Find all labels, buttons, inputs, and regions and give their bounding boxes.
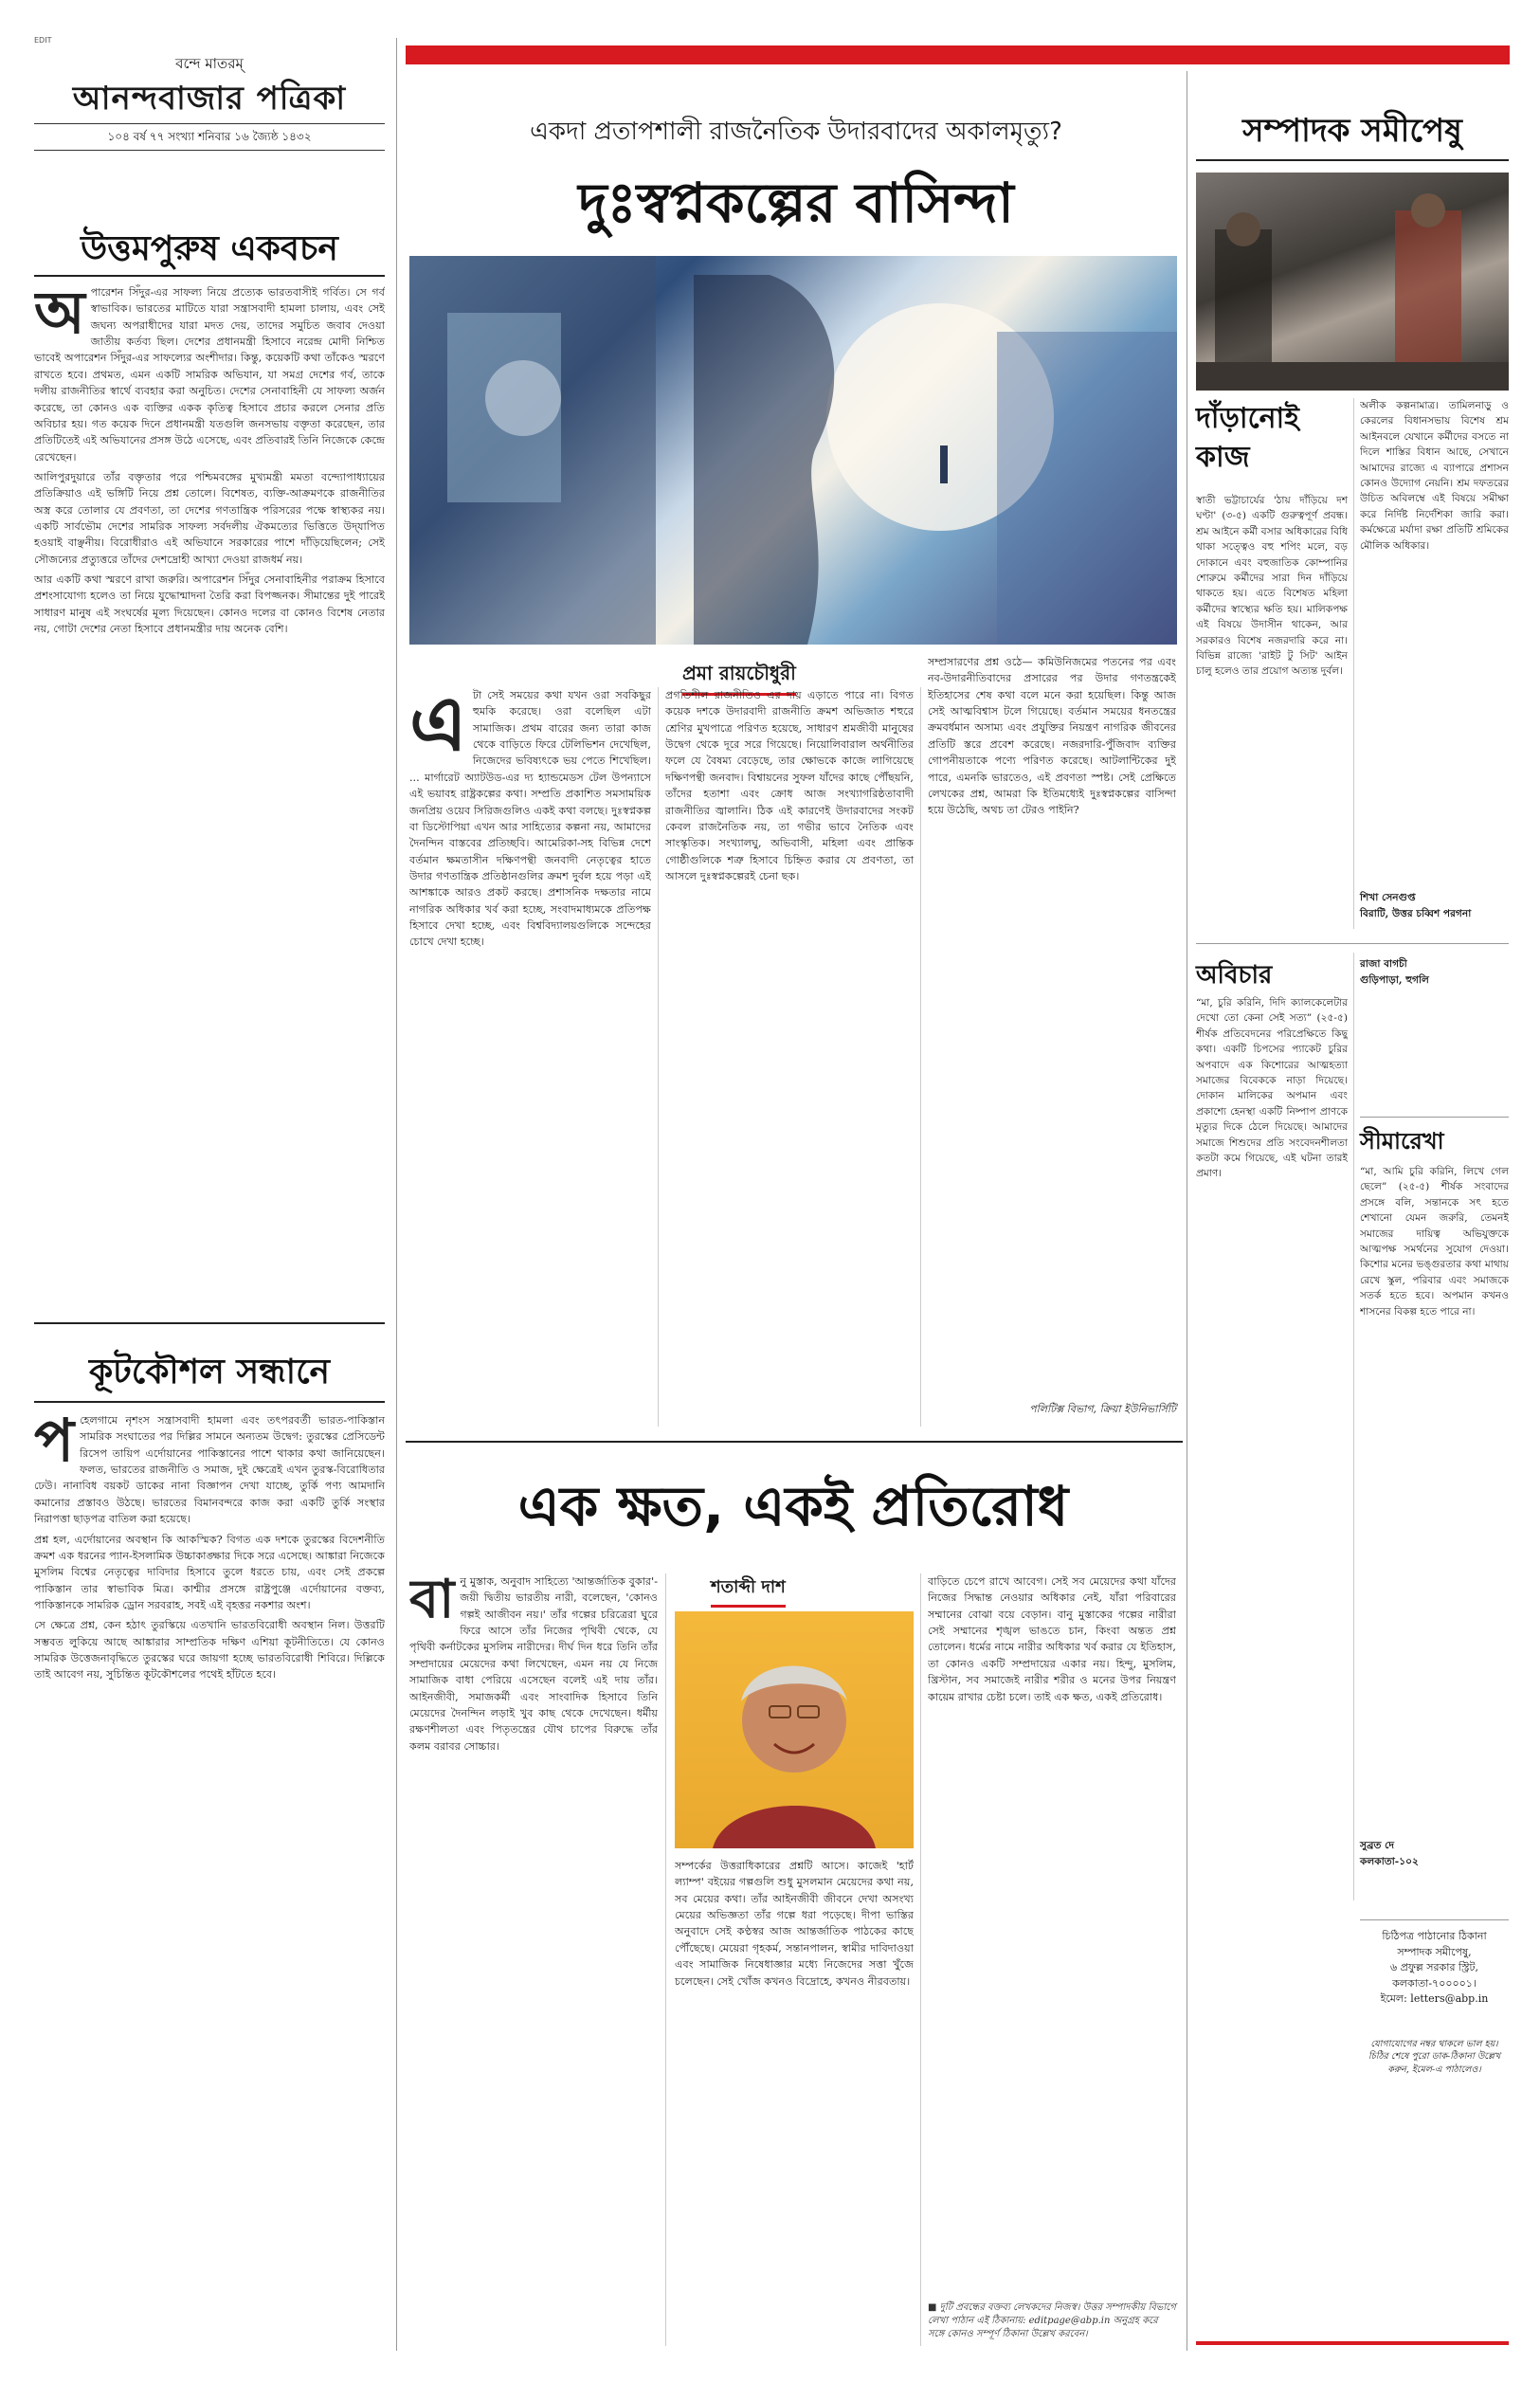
letter1-title: দাঁড়ানোই কাজ (1196, 402, 1299, 474)
letter3-body: “মা, আমি চুরি করিনি, লিখে গেল ছেলে” (২৫-৫) শীর্ষক সংবাদের প্রসঙ্গে বলি, সন্তানকে সৎ হতে শেখানো যেমন জরুরি, তেমনই সমাজের দায়িত্ব অভিযুক্তকে আত্মপক্ষ সমর্থনের সুযোগ দেওয়া। কিশোর মনের ভঙ্গুরতার কথা মাথায় রেখে স্কুল, পরিবার এবং সমাজকে সতর্ক হতে হবে। অপমান কখনও শাসনের বিকল্প হতে পারে না। (1360, 1166, 1509, 1318)
letter2-title: অবিচার (1196, 961, 1273, 990)
story2-col1 (409, 1573, 658, 2346)
letters-address: চিঠিপত্র পাঠানোর ঠিকানা সম্পাদক সমীপেষু, ৬ প্রফুল্ল সরকার স্ট্রিট, কলকাতা-৭০০০০১। ইমেল: letters@abp.in (1380, 1930, 1489, 2005)
letters-note: যোগাযোগের নম্বর থাকলে ভাল হয়। চিঠির শেষে পুরো ডাক-ঠিকানা উল্লেখ করুন, ইমেল-এ পাঠালেও। (1368, 2039, 1501, 2075)
story2-col3: বাড়িতে চেপে রাখে আবেগ। সেই সব মেয়েদের কথা যাঁদের নিজের সিদ্ধান্ত নেওয়ার অধিকার নেই, যাঁরা পরিবারের সম্মানের বোঝা বয়ে বেড়ান। বানু মুস্তাকের গল্পের নারীরা সেই সম্মানের শৃঙ্খল ভাঙতে চান, কিংবা অন্তত প্রশ্ন তোলেন। ধর্মের নামে নারীর অধিকার খর্ব করার যে ইতিহাস, তা কোনও একটি সম্প্রদায়ের একার নয়। হিন্দু, মুসলিম, খ্রিস্টান, সব সমাজেই নারীর শরীর ও মনের উপর নিয়ন্ত্রণ কায়েম রাখার চেষ্টা চলে। তাই এক ক্ষত, একই প্রতিরোধ। (928, 1575, 1176, 1703)
editorial2-heading: কূটকৌশল সন্ধানে (88, 1353, 331, 1391)
story2-col1-text: নু মুস্তাক, অনুবাদ সাহিত্যে 'আন্তর্জাতিক বুকার'-জয়ী দ্বিতীয় ভারতীয় নারী, বলেছেন, 'কোনও গল্পই আজীবন নয়।' তাঁর গল্পের চরিত্রেরা ঘুরে ফিরে আসে তাঁর নিজের পৃথিবী থেকে, যে পৃথিবী কর্নাটকের মুসলিম নারীদের। দীর্ঘ দিন ধরে তিনি তাঁর সম্প্রদায়ের মেয়েদের কথা লিখেছেন, এমন নয় যে নিজে সামাজিক বাধা পেরিয়ে এসেছেন বলেই এই দায় তাঁর। আইনজীবী, সমাজকর্মী এবং সাংবাদিক হিসাবে তিনি মেয়েদের দৈনন্দিন লড়াই খুব কাছ থেকে দেখেছেন। ধর্মীয় রক্ষণশীলতা এবং পিতৃতন্ত্রের যৌথ চাপের বিরুদ্ধে তাঁর কলম বরাবর সোচ্চার। (409, 1575, 658, 1753)
person-icon (675, 1611, 914, 1848)
letter1-cont: অলীক কল্পনামাত্র। তামিলনাড়ু ও কেরলের বিধানসভায় বিশেষ শ্রম আইনবলে যেখানে কর্মীদের বসতে না দিলে শাস্তির বিধান আছে, সেখানে আমাদের রাজ্যে এ ব্যাপারে প্রশাসন কোনও উদ্যোগ নেয়নি। শ্রম দফতরের উচিত অবিলম্বে এই বিষয়ে সমীক্ষা করে নির্দিষ্ট নির্দেশিকা জারি করা। কর্মক্ষেত্রে মর্যাদা রক্ষা প্রতিটি শ্রমিকের মৌলিক অধিকার। (1360, 400, 1509, 552)
feature-dropcap: এ (409, 687, 467, 768)
letter1-body: স্বাতী ভট্টাচার্যের 'ঠায় দাঁড়িয়ে দশ ঘণ্টা' (৩-৫) একটি গুরুত্বপূর্ণ প্রবন্ধ। শ্রম আইনে কর্মী বসার অধিকারের বিধি থাকা সত্ত্বেও বহু শপিং মলে, বড় দোকানে এবং বহুজাতিক কোম্পানির শোরুমে কর্মীদের সারা দিন দাঁড়িয়ে থাকতে হয়। এতে বিশেষত মহিলা কর্মীদের স্বাস্থ্যের ক্ষতি হয়। মালিকপক্ষ এই বিষয়ে উদাসীন থাকেন, আর সরকারও বিশেষ নজরদারি করে না। বিভিন্ন রাজ্যে 'রাইট টু সিট' আইন চালু হলেও তার প্রয়োগ অত্যন্ত দুর্বল। (1196, 495, 1348, 678)
editorial1-para: আর একটি কথা স্মরণে রাখা জরুরি। অপারেশন সিঁদুর সেনাবাহিনীর পরাক্রম হিসাবে প্রশংসাযোগ্য হলেও তা নিয়ে যুদ্ধোন্মাদনা তৈরি করা বিপজ্জনক। সীমান্তের দুই পারেই সাধারণ মানুষ এই সংঘর্ষের মূল্য দিয়েছেন। কোনও দলের বা কোনও বিশেষ নেতার নয়, গোটা দেশের নেতা হিসাবে প্রধানমন্ত্রীর দায় অনেক বেশি। (34, 573, 385, 636)
letter3-title: সীমারেখা (1360, 1128, 1444, 1155)
feature-top-rule (406, 45, 1510, 64)
feature-kicker: একদা প্রতাপশালী রাজনৈতিক উদারবাদের অকালমৃত্যু? (530, 118, 1062, 146)
editorial2-body (34, 1412, 385, 2360)
editorial1-heading: উত্তমপুরুষ একবচন (81, 229, 338, 268)
bottom-rule (1196, 2341, 1509, 2345)
story2-col2: সম্পর্কের উত্তরাধিকারের প্রশ্নটি আসে। কাজেই 'হার্ট ল্যাম্প' বইয়ের গল্পগুলি শুধু মুসলমান মেয়েদের কথা নয়, সব মেয়ের কথা। তাঁর আইনজীবী জীবনে দেখা অসংখ্য মেয়ের অভিজ্ঞতা তাঁর গল্পে ধরা পড়েছে। দীপা ভাস্তির অনুবাদে সেই কণ্ঠস্বর আজ আন্তর্জাতিক পাঠকের কাছে পৌঁছেছে। মেয়েরা গৃহকর্ম, সন্তানপালন, স্বামীর দাবিদাওয়া এবং সামাজিক নিষেধাজ্ঞার মধ্যে নিজেদের সত্তা খুঁজে চলেছেন। সেই খোঁজ কখনও বিদ্রোহে, কখনও নীরবতায়। (675, 1860, 914, 1988)
letter3-sign: সুব্রত দে কলকাতা-১০২ (1360, 1840, 1419, 1867)
issue-line: ১০৪ বর্ষ ৭৭ সংখ্যা শনিবার ১৬ জ্যৈষ্ঠ ১৪৩২ (107, 130, 312, 143)
feature-col2: প্রগতিশীল রাজনীতিও এর দায় এড়াতে পারে না। বিগত কয়েক দশকে উদারবাদী রাজনীতি ক্রমশ অভিজাত শহুরে শ্রেণির মুখপাত্রে পরিণত হয়েছে, সাধারণ শ্রমজীবী মানুষের উদ্বেগ থেকে দূরে সরে গিয়েছে। নিয়োলিবারাল অর্থনীতির ফলে যে বৈষম্য বেড়েছে, তার ক্ষোভকে কাজে লাগিয়েছে দক্ষিণপন্থী জনবাদ। বিশ্বায়নের সুফল যাঁদের কাছে পৌঁছয়নি, তাঁদের হতাশা এবং ক্রোধ আজ সংখ্যাগরিষ্ঠতাবাদী রাজনীতির জ্বালানি। ঠিক এই কারণেই উদারবাদের সংকট কেবল রাজনৈতিক নয়, তা গভীর ভাবে নৈতিক এবং সাংস্কৃতিক। সংখ্যালঘু, অভিবাসী, মহিলা এবং প্রান্তিক গোষ্ঠীগুলিকে শত্রু হিসাবে চিহ্নিত করার যে প্রবণতা, তা আসলে দুঃস্বপ্নকল্পেরই চেনা ছক। (665, 689, 914, 882)
story2-dropcap: বা (409, 1573, 455, 1630)
letters-heading: সম্পাদক সমীপেষু (1242, 112, 1462, 150)
feature-byline: প্রমা রায়চৌধুরী (682, 660, 796, 696)
feature-affiliation: পলিটিক্স বিভাগ, ক্রিয়া ইউনিভার্সিটি (1029, 1403, 1176, 1415)
masthead-motto: বন্দে মাতরম্ (175, 55, 244, 72)
letter2-body: “মা, চুরি করিনি, দিদি ক্যালকেলেটার দেখো তো কেনা সেই সত্য” (২৫-৫) শীর্ষক প্রতিবেদনের পরিপ্রেক্ষিতে কিছু কথা। একটি চিপসের প্যাকেট চুরির অপবাদে এক কিশোরের আত্মহত্যা সমাজের বিবেককে নাড়া দিয়েছে। দোকান মালিকের অপমান এবং প্রকাশ্যে হেনস্থা একটি নিষ্পাপ প্রাণকে মৃত্যুর দিকে ঠেলে দিয়েছে। আমাদের সমাজে শিশুদের প্রতি সংবেদনশীলতা কতটা কমে গিয়েছে, এই ঘটনা তারই প্রমাণ। (1196, 997, 1348, 1180)
masthead-title: আনন্দবাজার পত্রিকা (72, 80, 347, 118)
editorial1-body (34, 284, 385, 1270)
letter2-sign: রাজা বাগচী গুড়িপাড়া, হুগলি (1360, 958, 1429, 986)
editorial2-para: সে ক্ষেত্রে প্রশ্ন, কেন হঠাৎ তুরস্কিয়ে এতখানি ভারতবিরোধী অবস্থান নিল। উত্তরটি সম্ভবত লুকিয়ে আছে আঙ্কারার সাম্প্রতিক দক্ষিণ এশিয়া কূটনীতিতে। যে কোনও সামরিক উত্তেজনাবৃদ্ধিতে তুরস্কের ঘরে জায়গা হচ্ছে ভারতবিরোধী শিবিরে। দিল্লিকে তাই আবেগ নয়, সুচিন্তিত কূটকৌশলের পথেই হাঁটতে হবে। (34, 1619, 385, 1682)
feature-headline: দুঃস্বপ্নকল্পের বাসিন্দা (578, 171, 1014, 235)
editorial1-dropcap: অ (34, 284, 85, 347)
editorial1-para: আলিপুরদুয়ারে তাঁর বক্তৃতার পরে পশ্চিমবঙ্গের মুখ্যমন্ত্রী মমতা বন্দ্যোপাধ্যায়ের প্রতিক্রিয়াও এই ভঙ্গিটি নিয়ে প্রশ্ন তোলে। বিশেষত, ব্যক্তি-আক্রমণকে রাজনীতির অস্ত্র করে তোলার যে প্রবণতা, তা দেশের গণতান্ত্রিক পরিসরের পক্ষে স্বাস্থ্যকর নয়। একটি সার্বভৌম দেশের সামরিক সাফল্য সর্বদলীয় ঐকমত্যের ভিত্তিতে উদ্‌যাপিত হওয়াই বাঞ্ছনীয়। বিরোধীরাও এই অভিযানে সরকারের পাশে দাঁড়িয়েছিলেন; সেই সৌজন্যের প্রত্যুত্তরে তাঁদের দেশদ্রোহী আখ্যা দেওয়া রাজধর্ম নয়। (34, 470, 385, 566)
story2-footnote: ■ দুটি প্রবন্ধের বক্তব্য লেখকদের নিজস্ব। উত্তর সম্পাদকীয় বিভাগে লেখা পাঠান এই ঠিকানায়: editpage@abp.in অনুগ্রহ করে সঙ্গে কোনও সম্পূর্ণ ঠিকানা উল্লেখ করবেন। (928, 2302, 1176, 2339)
editorial2-para: হেলগামে নৃশংস সন্ত্রাসবাদী হামলা এবং তৎপরবর্তী ভারত-পাকিস্তান সামরিক সংঘাতের পর দিল্লির সামনে অন্যতম উদ্বেগ: তুরস্কের প্রেসিডেন্ট রিসেপ তায়িপ এর্দোয়ানের পাকিস্তানের পাশে থাকার কথা জানিয়েছেন। ফলত, ভারতের রাজনীতি ও সমাজ, দুই ক্ষেত্রেই এখন তুরস্ক-বিরোধিতার ঢেউ। নানাবিধ বয়কট ডাকের নানা বিজ্ঞাপন দেখা যাচ্ছে, তুর্কি পণ্য আমদানি কমানোর প্রস্তাবও উঠছে। ভারতের বিমানবন্দরে কাজ করা একটি তুর্কি সংস্থার নিরাপত্তা ছাড়পত্র বাতিল করা হয়েছে। (34, 1414, 385, 1526)
story2-byline: শতাব্দী দাশ (711, 1573, 786, 1608)
feature-col3: সম্প্রসারণের প্রশ্ন ওঠে— কমিউনিজমের পতনের পর এবং নব-উদারনীতিবাদের প্রসারের পর উদার গণতন্ত্রকেই ইতিহাসের শেষ কথা বলে মনে করা হয়েছিল। কিন্তু আজ সেই আত্মবিশ্বাস টলে গিয়েছে। বর্তমান সময়ের ধনতন্ত্রের ক্রমবর্ধমান অসাম্য এবং প্রযুক্তির নিয়ন্ত্রণ নাগরিক জীবনের প্রতিটি স্তরে প্রবেশ করেছে। নজরদারি-পুঁজিবাদ ব্যক্তির গোপনীয়তাকে পণ্যে পরিণত করেছে। আটলান্টিকের দুই পারে, এমনকি ভারতেও, এই প্রবণতা স্পষ্ট। সেই প্রেক্ষিতে লেখকের প্রশ্ন, আমরা কি ইতিমধ্যেই দুঃস্বপ্নকল্পের বাসিন্দা হয়ে উঠেছি, অথচ তা টেরও পাইনি? (928, 656, 1176, 817)
page-marker: EDIT (34, 36, 52, 45)
abstract-collage-icon (409, 256, 1177, 645)
letter1-sign: শিখা সেনগুপ্ত বিরাটি, উত্তর চব্বিশ পরগনা (1360, 892, 1472, 919)
feature-col1-text: টা সেই সময়ের কথা যখন ওরা সবকিছুর হুমকি করেছে। ওরা বলেছিল এটা সামাজিক। প্রথম বারের জন্য তারা কাজ থেকে বাড়িতে ফিরে টেলিভিশন দেখেছিল, নিজেদের ভবিষ্যৎকে ভয় পেতে শিখেছিল। ... মার্গারেট অ্যাটউড-এর দ্য হ্যান্ডমেডস টেল উপন্যাসে এই ভয়াবহ রাষ্ট্রকল্পের কথা। সম্প্রতি প্রকাশিত সমসাময়িক জনপ্রিয় ওয়েব সিরিজগুলিও একই কথা বলছে। দুঃস্বপ্নকল্প বা ডিস্টোপিয়া এখন আর সাহিত্যের কল্পনা নয়, আমাদের দৈনন্দিন বাস্তবের প্রতিচ্ছবি। আমেরিকা-সহ বিভিন্ন দেশে বর্তমান ক্ষমতাসীন দক্ষিণপন্থী জনবাদী নেতৃত্বের হাতে উদার গণতান্ত্রিক প্রতিষ্ঠানগুলির ক্রমশ দুর্বল হয়ে পড়া এই আশঙ্কাকে আরও প্রকট করছে। প্রশাসনিক দক্ষতার নামে নাগরিক অধিকার খর্ব করা হচ্ছে, সংবাদমাধ্যমকে প্রতিপক্ষ হিসাবে দেখা হচ্ছে, এবং বিশ্ববিদ্যালয়গুলিকে সন্দেহের চোখে দেখা হচ্ছে। (409, 689, 651, 949)
workers-icon (1196, 173, 1509, 391)
letter1-photo (1196, 173, 1509, 391)
feature-col1 (409, 687, 651, 1436)
author-portrait (675, 1611, 914, 1848)
editorial2-para: প্রশ্ন হল, এর্দোয়ানের অবস্থান কি আকস্মিক? বিগত এক দশকে তুরস্কের বিদেশনীতি ক্রমশ এক ধরনের প্যান-ইসলামিক উচ্চাকাঙ্ক্ষার দিকে সরে এসেছে। আঙ্কারা নিজেকে মুসলিম বিশ্বের নেতৃত্বের দাবিদার হিসাবে তুলে ধরতে চায়, এবং সেই প্রকল্পে পাকিস্তান তার স্বাভাবিক মিত্র। কাশ্মীর প্রসঙ্গে রাষ্ট্রপুঞ্জে এর্দোয়ানের বক্তব্য, পাকিস্তানকে সামরিক ড্রোন সরবরাহ, সবই এই বৃহত্তর নকশার অংশ। (34, 1533, 385, 1611)
editorial1-para: পারেশন সিঁদুর-এর সাফল্য নিয়ে প্রত্যেক ভারতবাসীই গর্বিত। সে গর্ব স্বাভাবিক। ভারতের মাটিতে যারা সন্ত্রাসবাদী হামলা চালায়, এবং সেই জঘন্য অপরাধীদের যারা মদত দেয়, তাদের সমুচিত জবাব দেওয়া জাতীয় কর্তব্য ছিল। দেশের প্রধানমন্ত্রী হিসাবে নরেন্দ্র মোদী নিশ্চিত ভাবেই অপারেশন সিঁদুর-এর সাফল্যের অংশীদার। কিন্তু, কয়েকটি কথা তাঁকেও স্মরণে রাখতে হবে। প্রথমত, এমন একটি সামরিক অভিযান, যা সমগ্র দেশের গর্ব, তাকে দলীয় রাজনীতির স্বার্থে ব্যবহার করা অনুচিত। দেশের সেনাবাহিনী যে সাফল্য অর্জন করেছে, তা কোনও এক ব্যক্তির একক কৃতিত্ব হিসাবে প্রচার করলে সেনার প্রতি অবিচার হয়। গত কয়েক দিনে প্রধানমন্ত্রী যতগুলি জনসভায় বক্তৃতা করেছেন, তার প্রতিটিতেই এই অভিযানের প্রসঙ্গ উঠে এসেছে, এবং প্রতিবারই তিনি নিজেকে কেন্দ্রে রেখেছেন। (34, 286, 385, 464)
story2-headline: এক ক্ষত, একই প্রতিরোধ (517, 1474, 1069, 1538)
feature-illustration (409, 256, 1177, 645)
editorial2-dropcap: প (34, 1412, 75, 1475)
